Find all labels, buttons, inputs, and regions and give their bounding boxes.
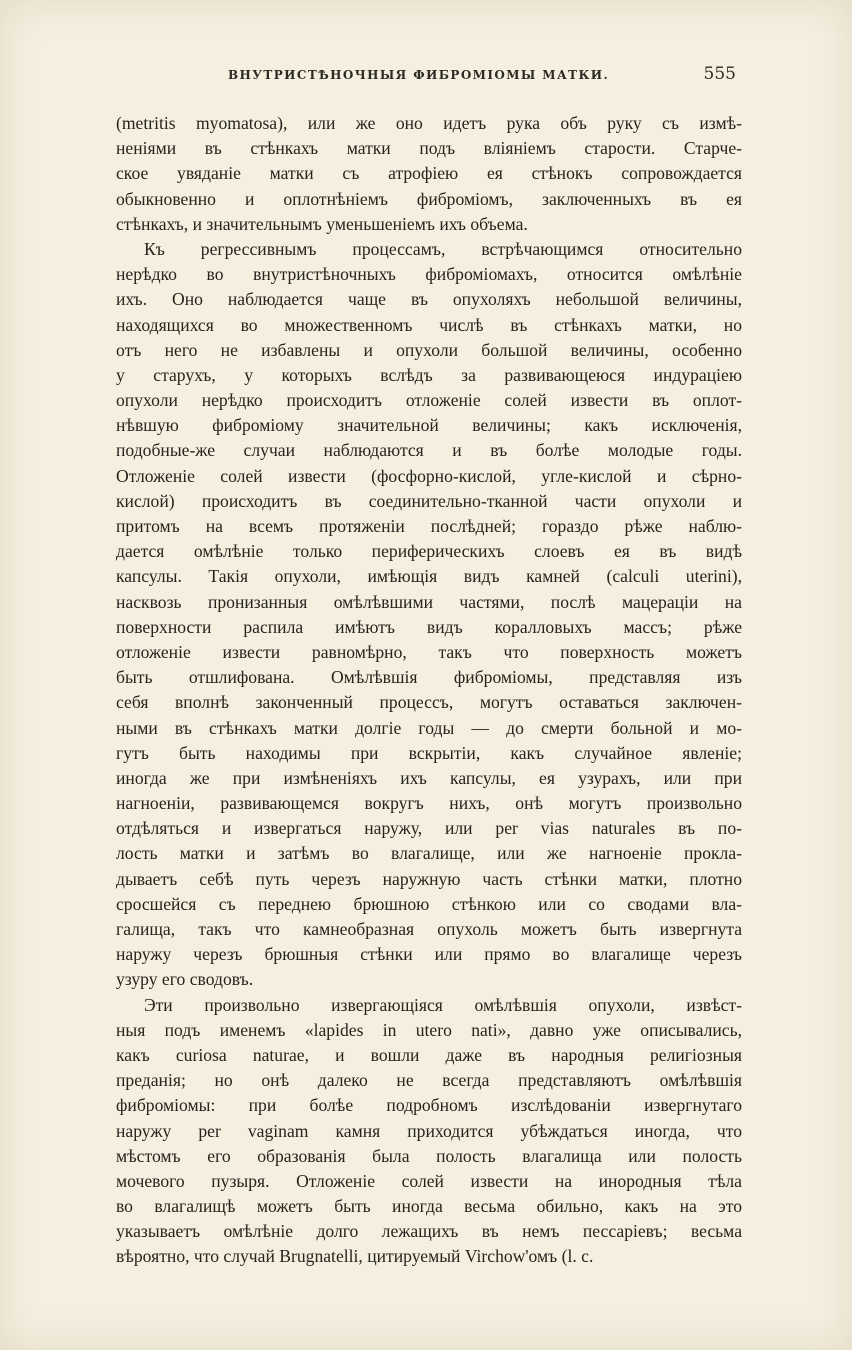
text-line: вѣроятно, что случай Brugnatelli, цитируемый Virchow'омъ (l. c. <box>116 1246 594 1267</box>
running-head <box>110 64 742 88</box>
text-line: ныя подъ именемъ «lapides in utero nati», давно уже описывались, <box>116 1019 742 1040</box>
page-number: 555 <box>703 64 736 84</box>
text-line: находящихся во множественномъ числѣ въ стѣнкахъ матки, но <box>116 314 742 335</box>
paragraph <box>116 237 742 993</box>
text-line: во влагалищѣ можетъ быть иногда весьма обильно, какъ на это <box>116 1196 742 1217</box>
text-line: галища, такъ что камнеобразная опухоль можетъ быть извергнута <box>116 919 742 939</box>
text-line: наружу per vaginam камня приходится убѣждаться иногда, что <box>116 1120 742 1141</box>
text-line: Отложеніе солей извести (фосфорно-кислой, угле-кислой и сѣрно- <box>116 465 742 486</box>
text-line: нагноеніи, развивающемся вокругъ нихъ, онѣ могутъ произвольно <box>116 793 742 814</box>
text-line: отложеніе извести равномѣрно, такъ что поверхность можетъ <box>116 641 742 662</box>
text-line: лость матки и затѣмъ во влагалище, или же нагноеніе прокла- <box>116 843 742 864</box>
text-line: ихъ. Оно наблюдается чаще въ опухоляхъ небольшой величины, <box>116 289 742 310</box>
text-line: кислой) происходитъ въ соединительно-тканной части опухоли и <box>116 490 742 511</box>
text-line: мочевого пузыря. Отложеніе солей извести на инородныя тѣла <box>116 1170 742 1191</box>
text-line: какъ curiosa naturae, и вошли даже въ народныя религiозныя <box>116 1044 742 1065</box>
text-line: преданія; но онѣ далеко не всегда представляютъ омѣлѣвшія <box>116 1070 742 1091</box>
text-line: опухоли нерѣдко происходитъ отложеніе солей извести въ оплот- <box>116 390 742 411</box>
text-line: указываетъ омѣлѣніе долго лежащихъ въ немъ пессаріевъ; весьма <box>116 1221 742 1242</box>
text-line: капсулы. Такія опухоли, имѣющія видъ камней (calculi uterini), <box>116 566 742 587</box>
text-line: Эти произвольно извергающіяся омѣлѣвшія опухоли, извѣст- <box>144 994 742 1015</box>
text-line: быть отшлифована. Омѣлѣвшія фибромiомы, представляя изъ <box>116 667 742 688</box>
text-line: притомъ на всемъ протяженіи послѣдней; гораздо рѣже наблю- <box>116 516 742 536</box>
text-line: насквозь пронизанныя омѣлѣвшими частями, послѣ мацераціи на <box>116 591 742 612</box>
text-line: ское увяданіе матки съ атрофіею ея стѣнокъ сопровождается <box>116 163 742 184</box>
text-line: обыкновенно и оплотнѣніемъ фибромiомъ, заключенныхъ въ ея <box>116 188 742 209</box>
text-line: подобные-же случаи наблюдаются и въ болѣе молодые годы. <box>116 440 742 461</box>
text-line: мѣстомъ его образованія была полость влагалища или полость <box>116 1145 742 1166</box>
text-line: иногда же при измѣненіяхъ ихъ капсулы, ея узурахъ, или при <box>116 767 742 788</box>
text-line: (metritis myomatosa), или же оно идетъ рука объ руку съ измѣ- <box>116 113 742 133</box>
text-line: себя вполнѣ законченный процессъ, могутъ оставаться заключен- <box>116 692 742 713</box>
text-line: отъ него не избавлены и опухоли большой величины, особенно <box>116 339 742 360</box>
text-line: отдѣляться и извергаться наружу, или per vias naturales въ по- <box>116 818 742 839</box>
paragraph <box>116 993 742 1270</box>
text-line: нерѣдко во внутристѣночныхъ фибромiомахъ, относится омѣлѣніе <box>116 264 742 285</box>
text-line: дается омѣлѣніе только периферическихъ слоевъ ея въ видѣ <box>116 541 742 562</box>
text-line: узуру его сводовъ. <box>116 969 254 990</box>
text-line: сросшейся съ переднею брюшною стѣнкою или со сводами вла- <box>116 893 742 914</box>
text-line: фибромiомы: при болѣе подробномъ изслѣдованіи извергнутаго <box>116 1095 742 1116</box>
text-line: неніями въ стѣнкахъ матки подъ вліяніемъ старости. Старче- <box>116 138 742 159</box>
body-text <box>116 111 742 1270</box>
text-line: ными въ стѣнкахъ матки долгіе годы — до смерти больной и мо- <box>116 717 742 738</box>
text-line: дываетъ себѣ путь черезъ наружную часть стѣнки матки, плотно <box>116 868 742 889</box>
paragraph <box>116 111 742 237</box>
text-line: Къ регрессивнымъ процессамъ, встрѣчающимся относительно <box>144 238 742 259</box>
text-line: стѣнкахъ, и значительнымъ уменьшеніемъ ихъ объема. <box>116 213 528 234</box>
text-line: наружу черезъ брюшныя стѣнки или прямо во влагалище черезъ <box>116 944 742 965</box>
running-title: ВНУТРИСТѢНОЧНЫЯ ФИБРОМІОМЫ МАТКИ. <box>228 68 610 82</box>
text-line: у старухъ, у которыхъ вслѣдъ за развивающеюся индураціею <box>116 364 742 385</box>
text-line: гутъ быть находимы при вскрытіи, какъ случайное явленіе; <box>116 742 742 763</box>
text-line: поверхности распила имѣютъ видъ коралловыхъ массъ; рѣже <box>116 616 742 637</box>
text-line: нѣвшую фибромiому значительной величины; какъ исключенія, <box>116 415 742 436</box>
